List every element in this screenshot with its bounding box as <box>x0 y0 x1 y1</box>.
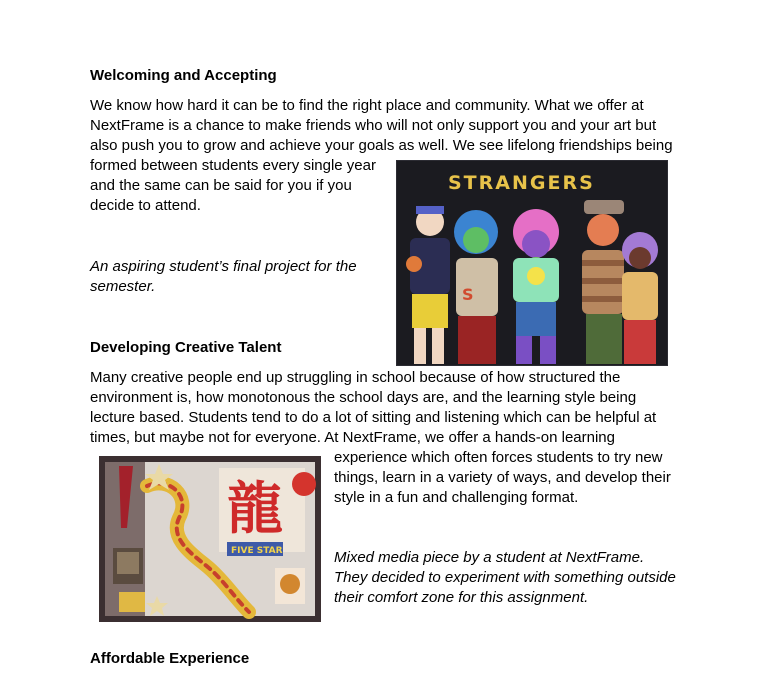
paragraph-line: style in a fun and challenging format. <box>334 489 579 506</box>
image-caption-dragon <box>334 548 676 608</box>
dragon-collage-image <box>99 456 321 622</box>
paragraph-line: formed between students every single year <box>90 157 376 174</box>
paragraph-line: also push you to grow and achieve your goals as well. We see lifelong friendships being <box>90 137 673 154</box>
caption-line: semester. <box>90 278 156 295</box>
paragraph-line: things, learn in a variety of ways, and develop their <box>334 469 671 486</box>
paragraph-line: times, but maybe not for everyone. At NextFrame, we offer a hands-on learning <box>90 429 615 446</box>
caption-line: They decided to experiment with something outside <box>334 569 676 586</box>
caption-line: their comfort zone for this assignment. <box>334 589 589 606</box>
paragraph-line: experience which often forces students to try new <box>334 449 663 466</box>
paragraph-line: lecture based. Students tend to do a lot of sitting and listening which can be helpful at <box>90 409 657 426</box>
image-caption-strangers <box>90 257 357 297</box>
paragraph-line: We know how hard it can be to find the right place and community. What we offer at <box>90 97 644 114</box>
painted-figures-artwork-icon <box>396 160 668 366</box>
paragraph-line: environment is, how monotonous the school days are, and the learning style being <box>90 389 637 406</box>
strangers-artwork-image <box>396 160 668 366</box>
creative-paragraph-top <box>90 368 656 448</box>
dragon-glyph: 龍 <box>227 476 283 542</box>
paragraph-line: and the same can be said for you if you <box>90 177 352 194</box>
paragraph-line: decide to attend. <box>90 197 201 214</box>
svg-text:S: S <box>462 285 474 304</box>
section-heading-welcoming: Welcoming and Accepting <box>90 67 277 84</box>
five-star-label: FIVE STAR <box>231 546 283 556</box>
caption-line: An aspiring student’s final project for the <box>90 258 357 275</box>
dragon-collage-artwork-icon <box>99 456 321 622</box>
paragraph-line: Many creative people end up struggling in school because of how structured the <box>90 369 621 386</box>
paragraph-line: NextFrame is a chance to make friends who will not only support you and your art but <box>90 117 657 134</box>
artwork-title-text: STRANGERS <box>448 172 595 194</box>
section-heading-creative: Developing Creative Talent <box>90 339 282 356</box>
caption-line: Mixed media piece by a student at NextFrame. <box>334 549 645 566</box>
creative-paragraph-wrap <box>334 448 671 508</box>
section-heading-affordable: Affordable Experience <box>90 650 250 667</box>
